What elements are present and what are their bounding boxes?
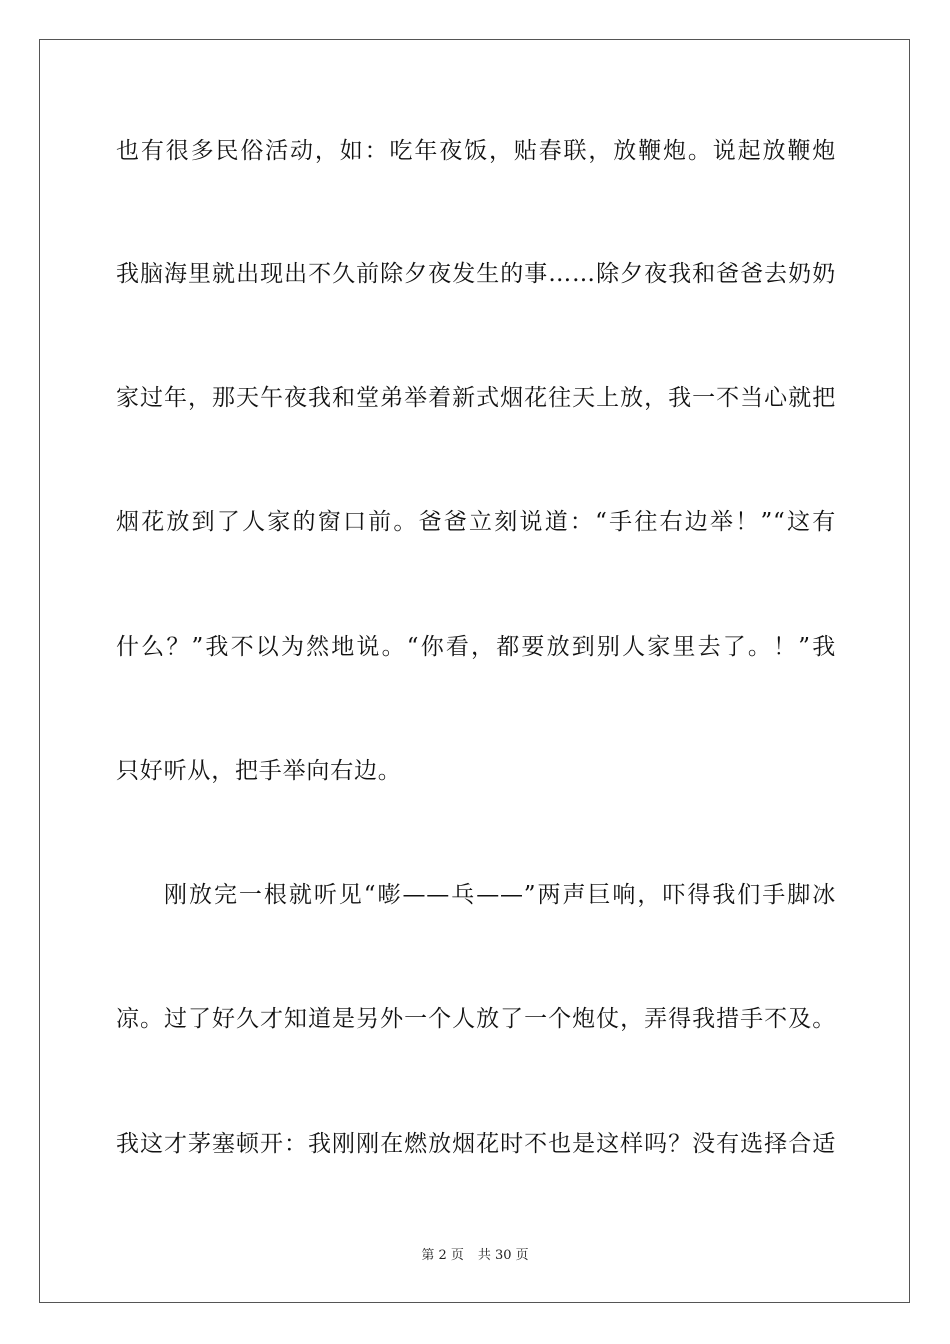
text-line-1: 也有很多民俗活动，如：吃年夜饭，贴春联，放鞭炮。说起放鞭炮 xyxy=(116,138,836,164)
page-number: 第 2 页 xyxy=(421,1248,464,1263)
text-line-9: 我这才茅塞顿开：我刚刚在燃放烟花时不也是这样吗？没有选择合适 xyxy=(116,1131,836,1157)
page-total: 共 30 页 xyxy=(477,1248,529,1263)
text-line-3: 家过年，那天午夜我和堂弟举着新式烟花往天上放，我一不当心就把 xyxy=(116,385,836,411)
text-line-8: 凉。过了好久才知道是另外一个人放了一个炮仗，弄得我措手不及。 xyxy=(116,1006,836,1032)
text-line-5: 什么？”我不以为然地说。“你看，都要放到别人家里去了。！”我 xyxy=(116,634,836,660)
text-line-6: 只好听从，把手举向右边。 xyxy=(116,758,402,784)
page-footer xyxy=(0,1247,950,1265)
text-line-2: 我脑海里就出现出不久前除夕夜发生的事……除夕夜我和爸爸去奶奶 xyxy=(116,261,836,287)
text-line-7: 刚放完一根就听见“嘭——乓——”两声巨响，吓得我们手脚冰 xyxy=(164,882,836,908)
text-line-4: 烟花放到了人家的窗口前。爸爸立刻说道：“手往右边举！”“这有 xyxy=(116,509,836,535)
page-border xyxy=(39,39,910,1303)
